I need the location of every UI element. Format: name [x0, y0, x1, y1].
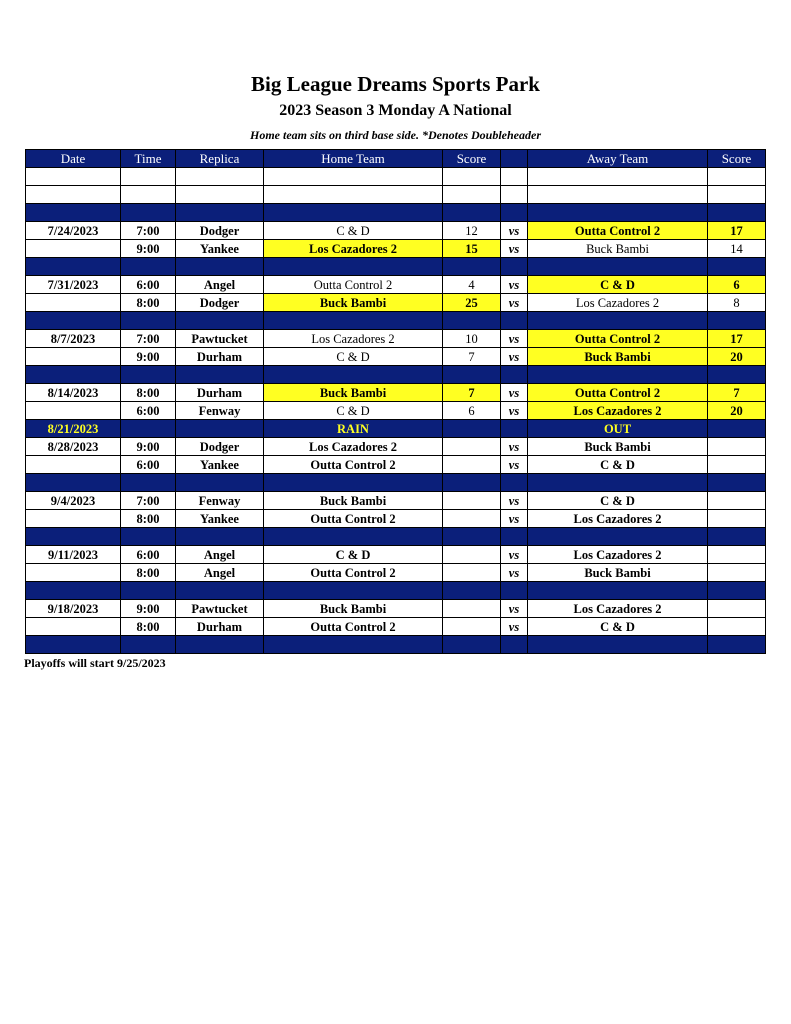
- time-cell: 7:00: [121, 222, 176, 240]
- home-score-cell: 6: [443, 402, 501, 420]
- away-team-cell: Los Cazadores 2: [528, 546, 708, 564]
- empty-cell: [264, 528, 443, 546]
- empty-cell: [121, 258, 176, 276]
- vs-cell: vs: [501, 222, 528, 240]
- vs-cell: vs: [501, 402, 528, 420]
- empty-cell: [528, 582, 708, 600]
- empty-cell: [528, 186, 708, 204]
- empty-cell: [176, 168, 264, 186]
- separator-row: [26, 312, 766, 330]
- game-row: [26, 618, 766, 636]
- date-cell: 9/18/2023: [26, 600, 121, 618]
- game-row: [26, 222, 766, 240]
- header-away-team: Away Team: [528, 150, 708, 168]
- replica-cell: Dodger: [176, 438, 264, 456]
- date-cell: [26, 294, 121, 312]
- empty-cell: [443, 258, 501, 276]
- replica-cell: Angel: [176, 546, 264, 564]
- empty-cell: [708, 366, 766, 384]
- away-team-cell: Los Cazadores 2: [528, 294, 708, 312]
- empty-cell: [443, 168, 501, 186]
- empty-cell: [176, 258, 264, 276]
- vs-cell: vs: [501, 546, 528, 564]
- home-team-cell: Outta Control 2: [264, 564, 443, 582]
- away-score-cell: 6: [708, 276, 766, 294]
- home-team-cell: Outta Control 2: [264, 510, 443, 528]
- home-score-cell: [443, 438, 501, 456]
- home-score-cell: [443, 456, 501, 474]
- game-row: [26, 564, 766, 582]
- replica-cell: Fenway: [176, 402, 264, 420]
- home-team-cell: C & D: [264, 222, 443, 240]
- away-score-cell: 17: [708, 330, 766, 348]
- empty-cell: [443, 366, 501, 384]
- away-score-cell: 17: [708, 222, 766, 240]
- away-score-cell: 14: [708, 240, 766, 258]
- empty-cell: [121, 420, 176, 438]
- header-home-score: Score: [443, 150, 501, 168]
- home-team-cell: Buck Bambi: [264, 294, 443, 312]
- empty-cell: [121, 204, 176, 222]
- empty-cell: [26, 528, 121, 546]
- home-team-cell: Buck Bambi: [264, 492, 443, 510]
- home-team-cell: C & D: [264, 546, 443, 564]
- replica-cell: Angel: [176, 564, 264, 582]
- home-score-cell: [443, 510, 501, 528]
- game-row: [26, 348, 766, 366]
- date-cell: 8/28/2023: [26, 438, 121, 456]
- vs-cell: vs: [501, 330, 528, 348]
- empty-cell: [501, 204, 528, 222]
- replica-cell: Pawtucket: [176, 600, 264, 618]
- time-cell: 9:00: [121, 438, 176, 456]
- page-title: Big League Dreams Sports Park: [251, 72, 540, 96]
- away-team-cell: Outta Control 2: [528, 384, 708, 402]
- empty-cell: [528, 312, 708, 330]
- empty-cell: [443, 420, 501, 438]
- away-score-cell: [708, 456, 766, 474]
- empty-cell: [528, 204, 708, 222]
- empty-cell: [501, 636, 528, 654]
- game-row: [26, 438, 766, 456]
- game-row: [26, 546, 766, 564]
- empty-cell: [176, 474, 264, 492]
- empty-cell: [528, 528, 708, 546]
- separator-row: [26, 366, 766, 384]
- empty-cell: [26, 582, 121, 600]
- doubleheader-note: Home team sits on third base side. *Denotes Doubleheader: [250, 128, 541, 142]
- time-cell: 8:00: [121, 384, 176, 402]
- empty-cell: [26, 186, 121, 204]
- game-row: [26, 240, 766, 258]
- replica-cell: Angel: [176, 276, 264, 294]
- replica-cell: Durham: [176, 618, 264, 636]
- time-cell: 9:00: [121, 240, 176, 258]
- empty-cell: [528, 636, 708, 654]
- time-cell: 6:00: [121, 456, 176, 474]
- separator-row: [26, 204, 766, 222]
- home-score-cell: [443, 564, 501, 582]
- vs-cell: vs: [501, 600, 528, 618]
- header-replica: Replica: [176, 150, 264, 168]
- empty-cell: [176, 528, 264, 546]
- header-date: Date: [26, 150, 121, 168]
- away-team-cell: Los Cazadores 2: [528, 600, 708, 618]
- empty-cell: [501, 420, 528, 438]
- time-cell: 8:00: [121, 510, 176, 528]
- time-cell: 8:00: [121, 618, 176, 636]
- empty-cell: [264, 474, 443, 492]
- time-cell: 9:00: [121, 348, 176, 366]
- rain-cell: RAIN: [264, 420, 443, 438]
- empty-cell: [443, 582, 501, 600]
- time-cell: 6:00: [121, 546, 176, 564]
- empty-cell: [121, 636, 176, 654]
- empty-cell: [501, 582, 528, 600]
- empty-cell: [443, 636, 501, 654]
- empty-cell: [176, 312, 264, 330]
- home-team-cell: C & D: [264, 348, 443, 366]
- empty-cell: [443, 474, 501, 492]
- empty-cell: [26, 258, 121, 276]
- empty-cell: [176, 204, 264, 222]
- date-cell: 8/14/2023: [26, 384, 121, 402]
- empty-cell: [26, 636, 121, 654]
- time-cell: 6:00: [121, 402, 176, 420]
- empty-cell: [501, 168, 528, 186]
- vs-cell: vs: [501, 438, 528, 456]
- empty-cell: [528, 168, 708, 186]
- time-cell: 7:00: [121, 492, 176, 510]
- vs-cell: vs: [501, 564, 528, 582]
- empty-cell: [443, 312, 501, 330]
- away-team-cell: Buck Bambi: [528, 240, 708, 258]
- empty-cell: [121, 474, 176, 492]
- game-row: [26, 492, 766, 510]
- time-cell: 8:00: [121, 294, 176, 312]
- empty-cell: [501, 528, 528, 546]
- empty-cell: [528, 258, 708, 276]
- date-cell: 8/7/2023: [26, 330, 121, 348]
- away-score-cell: 20: [708, 402, 766, 420]
- empty-cell: [26, 312, 121, 330]
- empty-cell: [264, 582, 443, 600]
- replica-cell: Dodger: [176, 222, 264, 240]
- page-subtitle: 2023 Season 3 Monday A National: [279, 102, 512, 119]
- date-cell: 9/11/2023: [26, 546, 121, 564]
- home-score-cell: 25: [443, 294, 501, 312]
- empty-cell: [121, 528, 176, 546]
- empty-cell: [708, 420, 766, 438]
- empty-cell: [264, 312, 443, 330]
- away-score-cell: [708, 564, 766, 582]
- home-score-cell: [443, 492, 501, 510]
- separator-row: [26, 528, 766, 546]
- game-row: [26, 294, 766, 312]
- header-away-score: Score: [708, 150, 766, 168]
- home-team-cell: Buck Bambi: [264, 600, 443, 618]
- empty-cell: [708, 204, 766, 222]
- replica-cell: Fenway: [176, 492, 264, 510]
- game-row: [26, 600, 766, 618]
- away-team-cell: Outta Control 2: [528, 222, 708, 240]
- away-team-cell: C & D: [528, 456, 708, 474]
- vs-cell: vs: [501, 456, 528, 474]
- game-row: [26, 402, 766, 420]
- vs-cell: vs: [501, 510, 528, 528]
- date-cell: 8/21/2023: [26, 420, 121, 438]
- away-team-cell: Outta Control 2: [528, 330, 708, 348]
- empty-cell: [264, 636, 443, 654]
- empty-cell: [708, 168, 766, 186]
- playoffs-note: Playoffs will start 9/25/2023: [24, 656, 166, 670]
- empty-cell: [501, 474, 528, 492]
- game-row: [26, 276, 766, 294]
- empty-cell: [264, 204, 443, 222]
- separator-row: [26, 636, 766, 654]
- empty-cell: [443, 204, 501, 222]
- empty-cell: [121, 366, 176, 384]
- empty-cell: [501, 366, 528, 384]
- schedule-body: [26, 168, 766, 654]
- empty-cell: [528, 366, 708, 384]
- date-cell: [26, 618, 121, 636]
- replica-cell: Yankee: [176, 510, 264, 528]
- date-cell: 7/24/2023: [26, 222, 121, 240]
- empty-cell: [708, 258, 766, 276]
- away-team-cell: Buck Bambi: [528, 564, 708, 582]
- away-score-cell: 8: [708, 294, 766, 312]
- away-score-cell: [708, 618, 766, 636]
- replica-cell: Durham: [176, 348, 264, 366]
- home-score-cell: 10: [443, 330, 501, 348]
- blank-row: [26, 186, 766, 204]
- empty-cell: [121, 582, 176, 600]
- empty-cell: [121, 168, 176, 186]
- empty-cell: [708, 186, 766, 204]
- home-team-cell: Outta Control 2: [264, 276, 443, 294]
- home-score-cell: [443, 600, 501, 618]
- away-team-cell: Buck Bambi: [528, 438, 708, 456]
- game-row: [26, 384, 766, 402]
- date-cell: [26, 348, 121, 366]
- date-cell: [26, 510, 121, 528]
- replica-cell: Yankee: [176, 456, 264, 474]
- date-cell: [26, 240, 121, 258]
- empty-cell: [708, 474, 766, 492]
- empty-cell: [501, 312, 528, 330]
- separator-row: [26, 258, 766, 276]
- home-score-cell: 7: [443, 384, 501, 402]
- empty-cell: [501, 258, 528, 276]
- empty-cell: [26, 168, 121, 186]
- rainout-row: [26, 420, 766, 438]
- empty-cell: [176, 582, 264, 600]
- vs-cell: vs: [501, 294, 528, 312]
- separator-row: [26, 474, 766, 492]
- away-score-cell: 20: [708, 348, 766, 366]
- empty-cell: [121, 312, 176, 330]
- vs-cell: vs: [501, 384, 528, 402]
- away-team-cell: Los Cazadores 2: [528, 510, 708, 528]
- date-cell: 9/4/2023: [26, 492, 121, 510]
- empty-cell: [708, 582, 766, 600]
- away-score-cell: [708, 546, 766, 564]
- home-team-cell: Los Cazadores 2: [264, 438, 443, 456]
- home-score-cell: [443, 618, 501, 636]
- home-team-cell: Los Cazadores 2: [264, 330, 443, 348]
- empty-cell: [26, 204, 121, 222]
- vs-cell: vs: [501, 276, 528, 294]
- empty-cell: [708, 312, 766, 330]
- home-team-cell: Outta Control 2: [264, 456, 443, 474]
- home-score-cell: 15: [443, 240, 501, 258]
- away-team-cell: Buck Bambi: [528, 348, 708, 366]
- header-home-team: Home Team: [264, 150, 443, 168]
- empty-cell: [264, 258, 443, 276]
- time-cell: 8:00: [121, 564, 176, 582]
- away-team-cell: Los Cazadores 2: [528, 402, 708, 420]
- date-cell: 7/31/2023: [26, 276, 121, 294]
- empty-cell: [264, 366, 443, 384]
- empty-cell: [708, 528, 766, 546]
- time-cell: 6:00: [121, 276, 176, 294]
- away-score-cell: [708, 438, 766, 456]
- schedule-table: [25, 149, 766, 654]
- empty-cell: [264, 168, 443, 186]
- game-row: [26, 330, 766, 348]
- empty-cell: [443, 186, 501, 204]
- out-cell: OUT: [528, 420, 708, 438]
- separator-row: [26, 582, 766, 600]
- blank-row: [26, 168, 766, 186]
- home-team-cell: Outta Control 2: [264, 618, 443, 636]
- home-score-cell: 7: [443, 348, 501, 366]
- time-cell: 9:00: [121, 600, 176, 618]
- vs-cell: vs: [501, 618, 528, 636]
- away-score-cell: [708, 600, 766, 618]
- table-header-row: [26, 150, 766, 168]
- empty-cell: [176, 366, 264, 384]
- replica-cell: Dodger: [176, 294, 264, 312]
- empty-cell: [264, 186, 443, 204]
- home-score-cell: [443, 546, 501, 564]
- empty-cell: [176, 186, 264, 204]
- empty-cell: [121, 186, 176, 204]
- replica-cell: Durham: [176, 384, 264, 402]
- date-cell: [26, 456, 121, 474]
- empty-cell: [528, 474, 708, 492]
- away-team-cell: C & D: [528, 618, 708, 636]
- replica-cell: Yankee: [176, 240, 264, 258]
- header-vs: [501, 150, 528, 168]
- home-team-cell: Buck Bambi: [264, 384, 443, 402]
- home-score-cell: 12: [443, 222, 501, 240]
- away-score-cell: 7: [708, 384, 766, 402]
- empty-cell: [708, 636, 766, 654]
- away-team-cell: C & D: [528, 492, 708, 510]
- away-score-cell: [708, 510, 766, 528]
- home-team-cell: Los Cazadores 2: [264, 240, 443, 258]
- vs-cell: vs: [501, 240, 528, 258]
- date-cell: [26, 564, 121, 582]
- game-row: [26, 456, 766, 474]
- empty-cell: [26, 366, 121, 384]
- vs-cell: vs: [501, 492, 528, 510]
- home-team-cell: C & D: [264, 402, 443, 420]
- empty-cell: [176, 636, 264, 654]
- empty-cell: [176, 420, 264, 438]
- empty-cell: [443, 528, 501, 546]
- empty-cell: [501, 186, 528, 204]
- game-row: [26, 510, 766, 528]
- date-cell: [26, 402, 121, 420]
- header-time: Time: [121, 150, 176, 168]
- replica-cell: Pawtucket: [176, 330, 264, 348]
- time-cell: 7:00: [121, 330, 176, 348]
- away-team-cell: C & D: [528, 276, 708, 294]
- away-score-cell: [708, 492, 766, 510]
- vs-cell: vs: [501, 348, 528, 366]
- home-score-cell: 4: [443, 276, 501, 294]
- empty-cell: [26, 474, 121, 492]
